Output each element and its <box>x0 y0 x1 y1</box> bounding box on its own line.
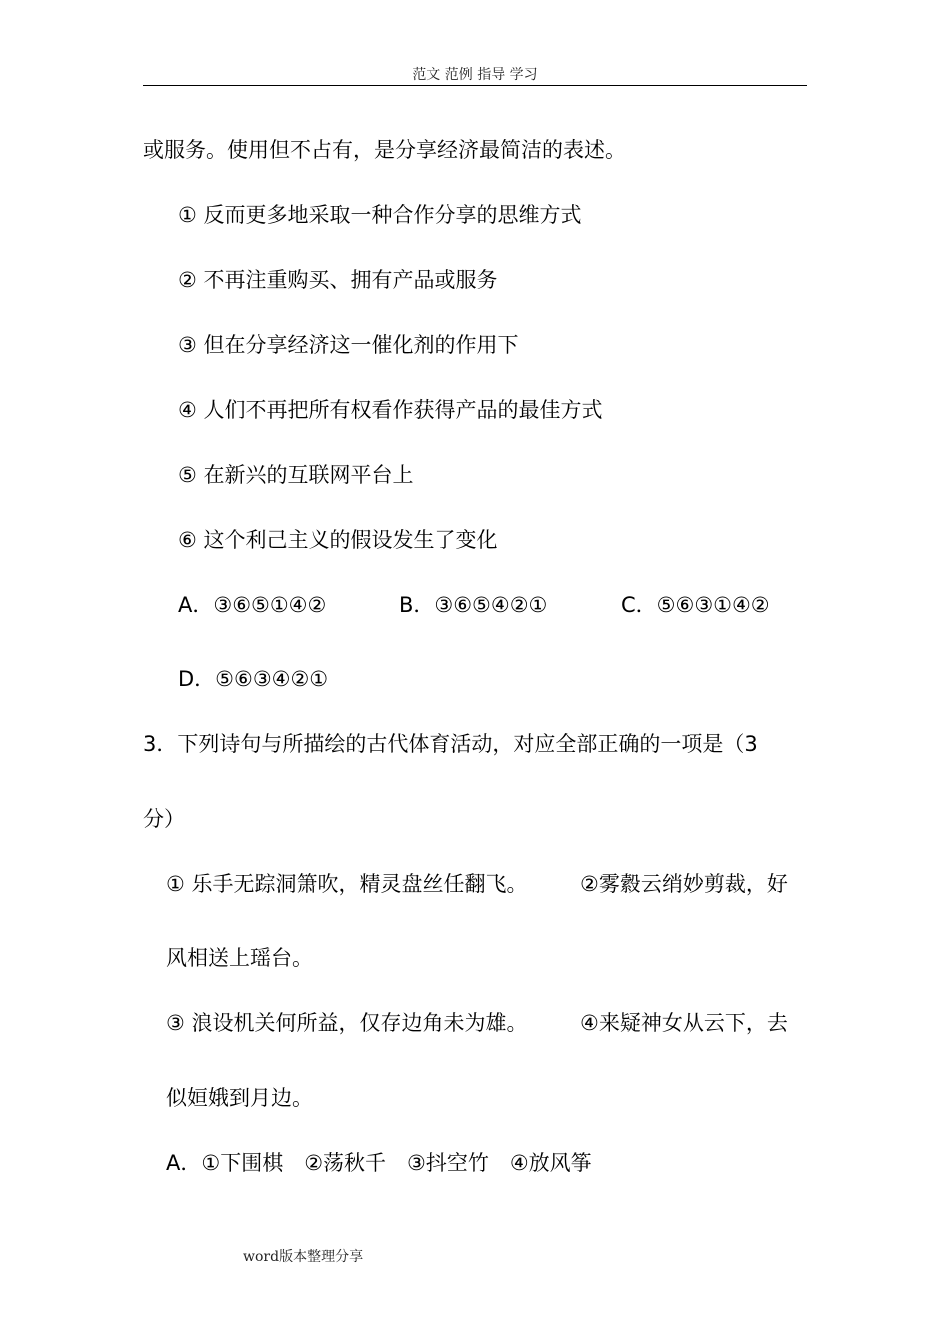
poem-1-part-a: ① 乐手无踪洞箫吹，精灵盘丝任翻飞。 <box>166 872 528 896</box>
q2-option-a: A．③⑥⑤①④② <box>178 593 327 617</box>
page-footer: word版本整理分享 <box>243 1249 364 1265</box>
sentence-3: ③ 但在分享经济这一催化剂的作用下 <box>178 333 519 357</box>
page-header: 范文 范例 指导 学习 <box>412 67 538 83</box>
q3-stem-line2: 分） <box>143 807 185 831</box>
sentence-2: ② 不再注重购买、拥有产品或服务 <box>178 268 498 292</box>
poem-2-part-a: ②雾縠云绡妙剪裁，好 <box>580 872 788 896</box>
q3-option-a: A．①下围棋 ②荡秋千 ③抖空竹 ④放风筝 <box>166 1151 592 1175</box>
poem-4-part-a: ④来疑神女从云下，去 <box>580 1011 788 1035</box>
q2-option-d: D．⑤⑥③④②① <box>178 667 329 691</box>
q2-option-c: C．⑤⑥③①④② <box>621 593 770 617</box>
header-divider <box>143 85 807 86</box>
sentence-5: ⑤ 在新兴的互联网平台上 <box>178 463 414 487</box>
sentence-4: ④ 人们不再把所有权看作获得产品的最佳方式 <box>178 398 603 422</box>
sentence-6: ⑥ 这个利己主义的假设发生了变化 <box>178 528 498 552</box>
intro-line: 或服务。使用但不占有，是分享经济最简洁的表述。 <box>143 138 626 162</box>
poem-2-part-b: 风相送上瑶台。 <box>166 946 313 970</box>
q2-option-b: B．③⑥⑤④②① <box>399 593 548 617</box>
sentence-1: ① 反而更多地采取一种合作分享的思维方式 <box>178 203 582 227</box>
q3-stem-line1: 3．下列诗句与所描绘的古代体育活动，对应全部正确的一项是（3 <box>143 732 758 756</box>
poem-3: ③ 浪设机关何所益，仅存边角未为雄。 <box>166 1011 528 1035</box>
poem-4-part-b: 似姮娥到月边。 <box>166 1086 313 1110</box>
